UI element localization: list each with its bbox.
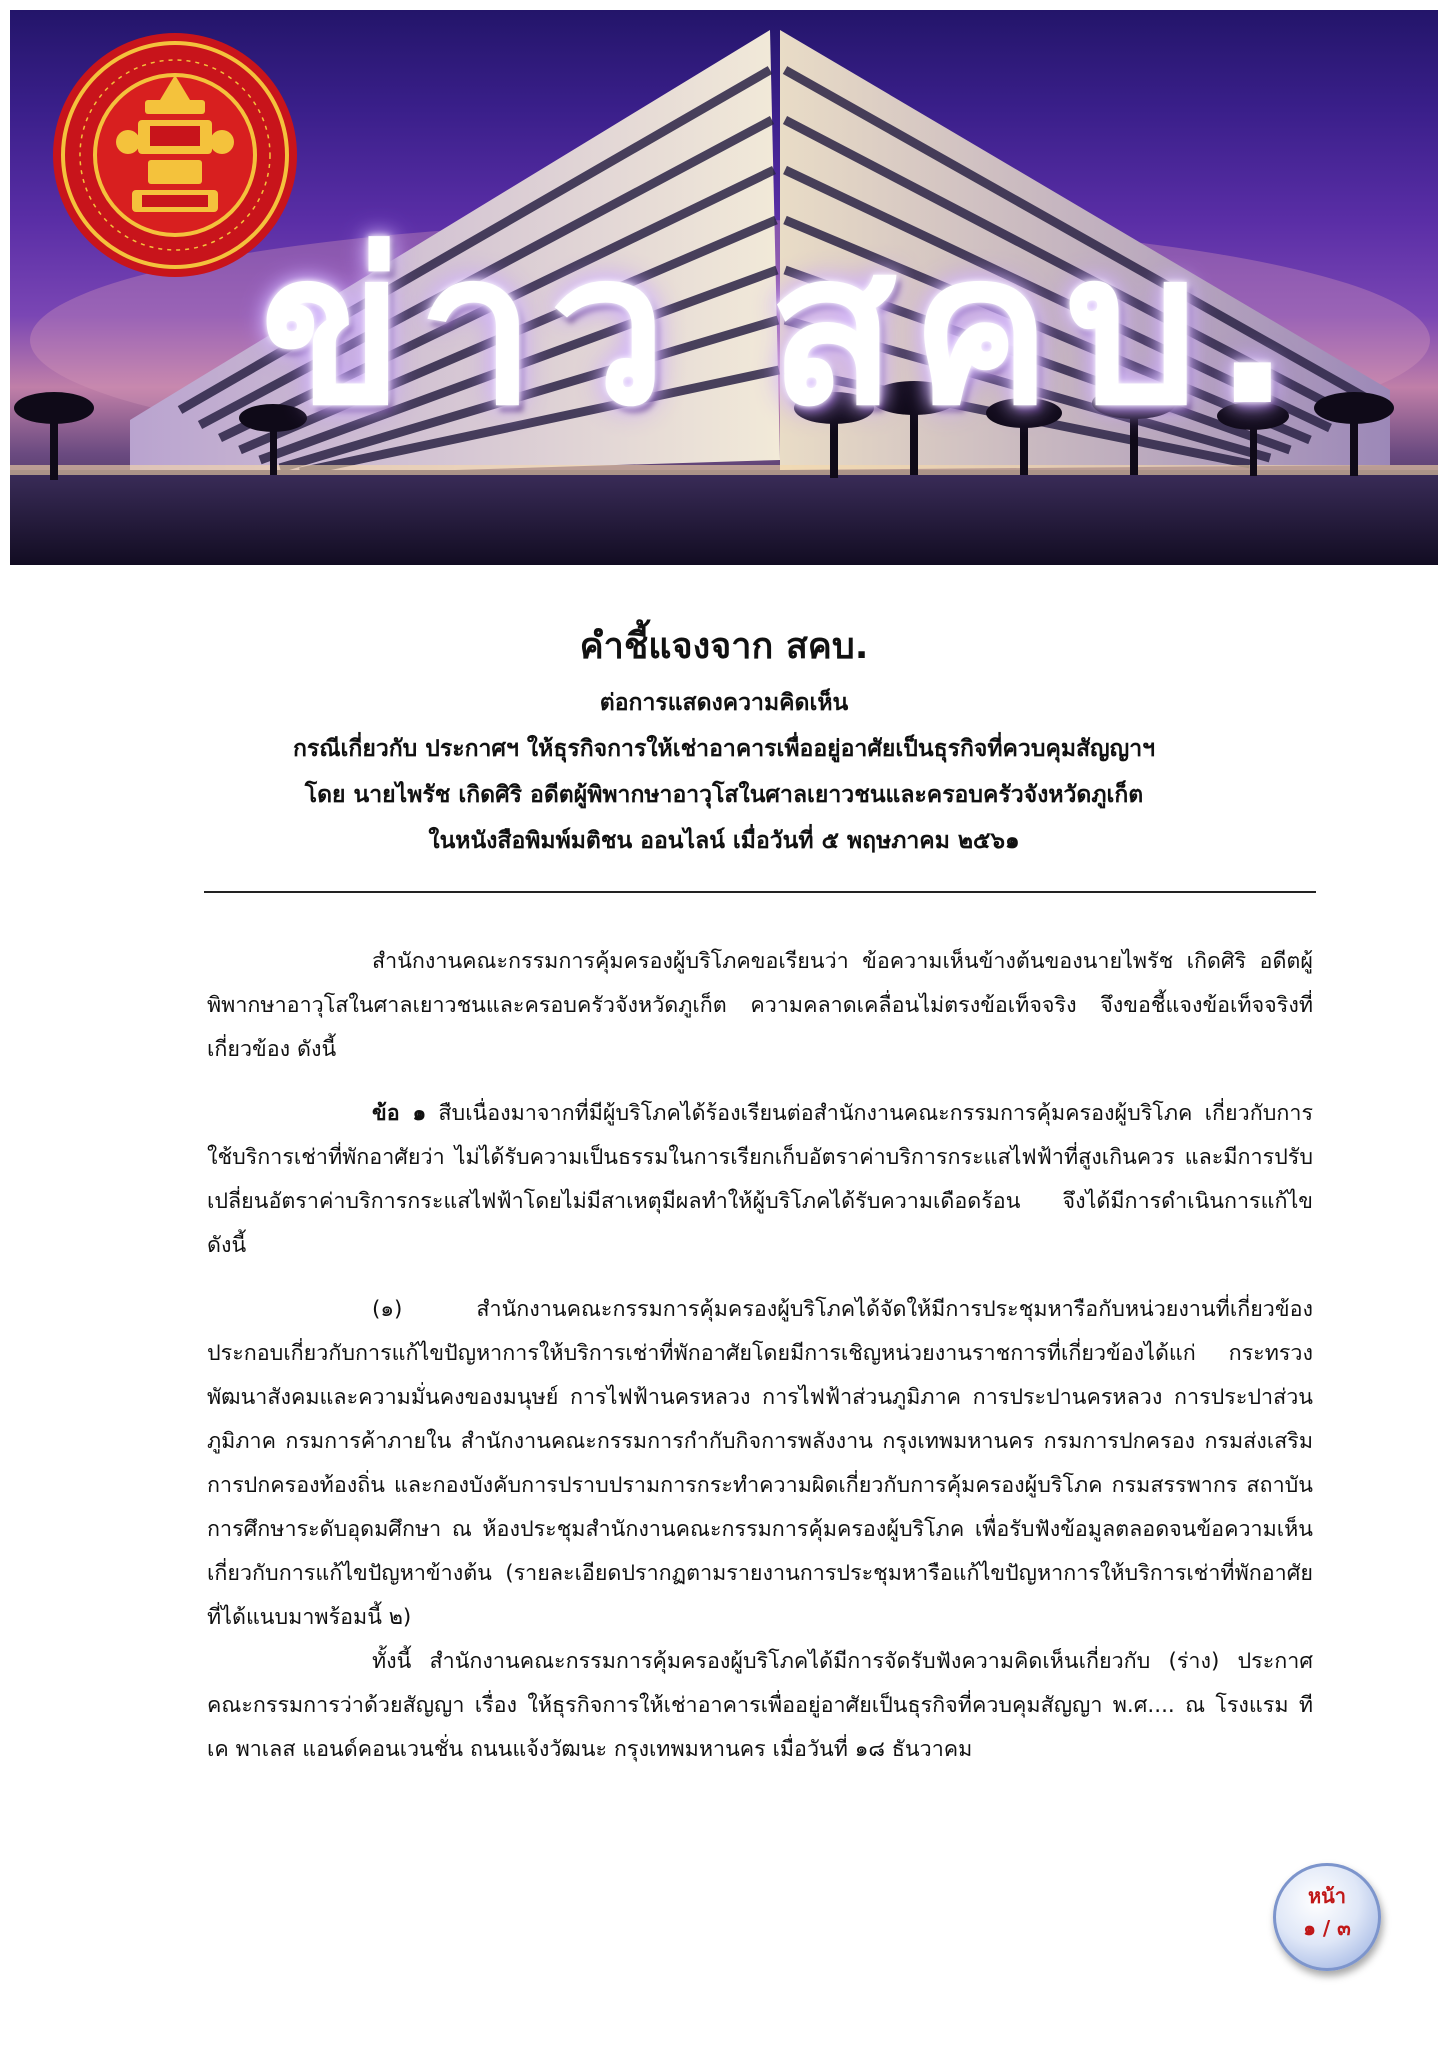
document-heading (0, 620, 1448, 864)
document-body (207, 940, 1313, 1772)
page-number-badge (1273, 1863, 1381, 1971)
subtitle-line-3: โดย นายไพรัช เกิดศิริ อดีตผู้พิพากษาอาวุโสในศาลเยาวชนและครอบครัวจังหวัดภูเก็ต (304, 782, 1144, 808)
further-text: ทั้งนี้ สำนักงานคณะกรรมการคุ้มครองผู้บริโภคได้มีการจัดรับฟังความคิดเห็นเกี่ยวกับ (ร่าง) ประกาศคณะกรรมการว่าด้วยสัญญา เรื่อง ให้ธุรกิจการให้เช่าอาคารเพื่ออยู่อาศัยเป็นธุรกิจที่ควบคุมสัญญา พ.ศ.... ณ โรงแรม ที เค พาเลส แอนด์คอนเวนชั่น ถนนแจ้งวัฒนะ กรุงเทพมหานคร เมื่อวันที่ ๑๘ ธันวาคม (207, 1649, 1313, 1762)
header-banner (10, 10, 1438, 565)
banner-title: ข่าว สคบ. (260, 207, 1307, 452)
page-label: หน้า (1307, 1884, 1347, 1908)
item-1-text: สืบเนื่องมาจากที่มีผู้บริโภคได้ร้องเรียนต่อสำนักงานคณะกรรมการคุ้มครองผู้บริโภค เกี่ยวกับการใช้บริการเช่าที่พักอาศัยว่า ไม่ได้รับความเป็นธรรมในการเรียกเก็บอัตราค่าบริการกระแสไฟฟ้าที่สูงเกินควร และมีการปรับเปลี่ยนอัตราค่าบริการกระแสไฟฟ้าโดยไม่มีสาเหตุมีผลทำให้ผู้บริโภคได้รับความเดือดร้อน จึงได้มีการดำเนินการแก้ไข ดังนี้ (207, 1101, 1313, 1258)
page-number: ๑ / ๓ (1303, 1916, 1351, 1940)
item-1-label: ข้อ ๑ (372, 1101, 427, 1126)
subtitle-line-1: ต่อการแสดงความคิดเห็น (599, 690, 849, 716)
paragraph-item-1 (207, 1092, 1313, 1268)
subitem-1-text: (๑) สำนักงานคณะกรรมการคุ้มครองผู้บริโภคได้จัดให้มีการประชุมหารือกับหน่วยงานที่เกี่ยวข้องประกอบเกี่ยวกับการแก้ไขปัญหาการให้บริการเช่าที่พักอาศัยโดยมีการเชิญหน่วยงานราชการที่เกี่ยวข้องได้แก่ กระทรวงพัฒนาสังคมและความมั่นคงของมนุษย์ การไฟฟ้านครหลวง การไฟฟ้าส่วนภูมิภาค การประปานครหลวง การประปาส่วนภูมิภาค กรมการค้าภายใน สำนักงานคณะกรรมการกำกับกิจการพลังงาน กรุงเทพมหานคร กรมการปกครอง กรมส่งเสริมการปกครองท้องถิ่น และกองบังคับการปราบปรามการกระทำความผิดเกี่ยวกับการคุ้มครองผู้บริโภค กรมสรรพากร สถาบันการศึกษาระดับอุดมศึกษา ณ ห้องประชุมสำนักงานคณะกรรมการคุ้มครองผู้บริโภค เพื่อรับฟังข้อมูลตลอดจนข้อความเห็นเกี่ยวกับการแก้ไขปัญหาข้างต้น (รายละเอียดปรากฏตามรายงานการประชุมหารือแก้ไขปัญหาการให้บริการเช่าที่พักอาศัย ที่ได้แนบมาพร้อมนี้ ๒) (207, 1297, 1313, 1630)
subtitle-line-4: ในหนังสือพิมพ์มติชน ออนไลน์ เมื่อวันที่ ๕ พฤษภาคม ๒๕๖๑ (428, 828, 1020, 854)
subtitle-line-2: กรณีเกี่ยวกับ ประกาศฯ ให้ธุรกิจการให้เช่าอาคารเพื่ออยู่อาศัยเป็นธุรกิจที่ควบคุมสัญญาฯ (292, 736, 1156, 762)
paragraph-intro (207, 940, 1313, 1072)
paragraph-further (207, 1640, 1313, 1772)
heading-divider (204, 891, 1316, 893)
document-title: คำชี้แจงจาก สคบ. (579, 626, 869, 667)
paragraph-intro-text: สำนักงานคณะกรรมการคุ้มครองผู้บริโภคขอเรียนว่า ข้อความเห็นข้างต้นของนายไพรัช เกิดศิริ อดีตผู้พิพากษาอาวุโสในศาลเยาวชนและครอบครัวจังหวัดภูเก็ต ความคลาดเคลื่อนไม่ตรงข้อเท็จจริง จึงขอชี้แจงข้อเท็จจริงที่เกี่ยวข้อง ดังนี้ (207, 949, 1313, 1062)
paragraph-subitem-1 (207, 1288, 1313, 1640)
